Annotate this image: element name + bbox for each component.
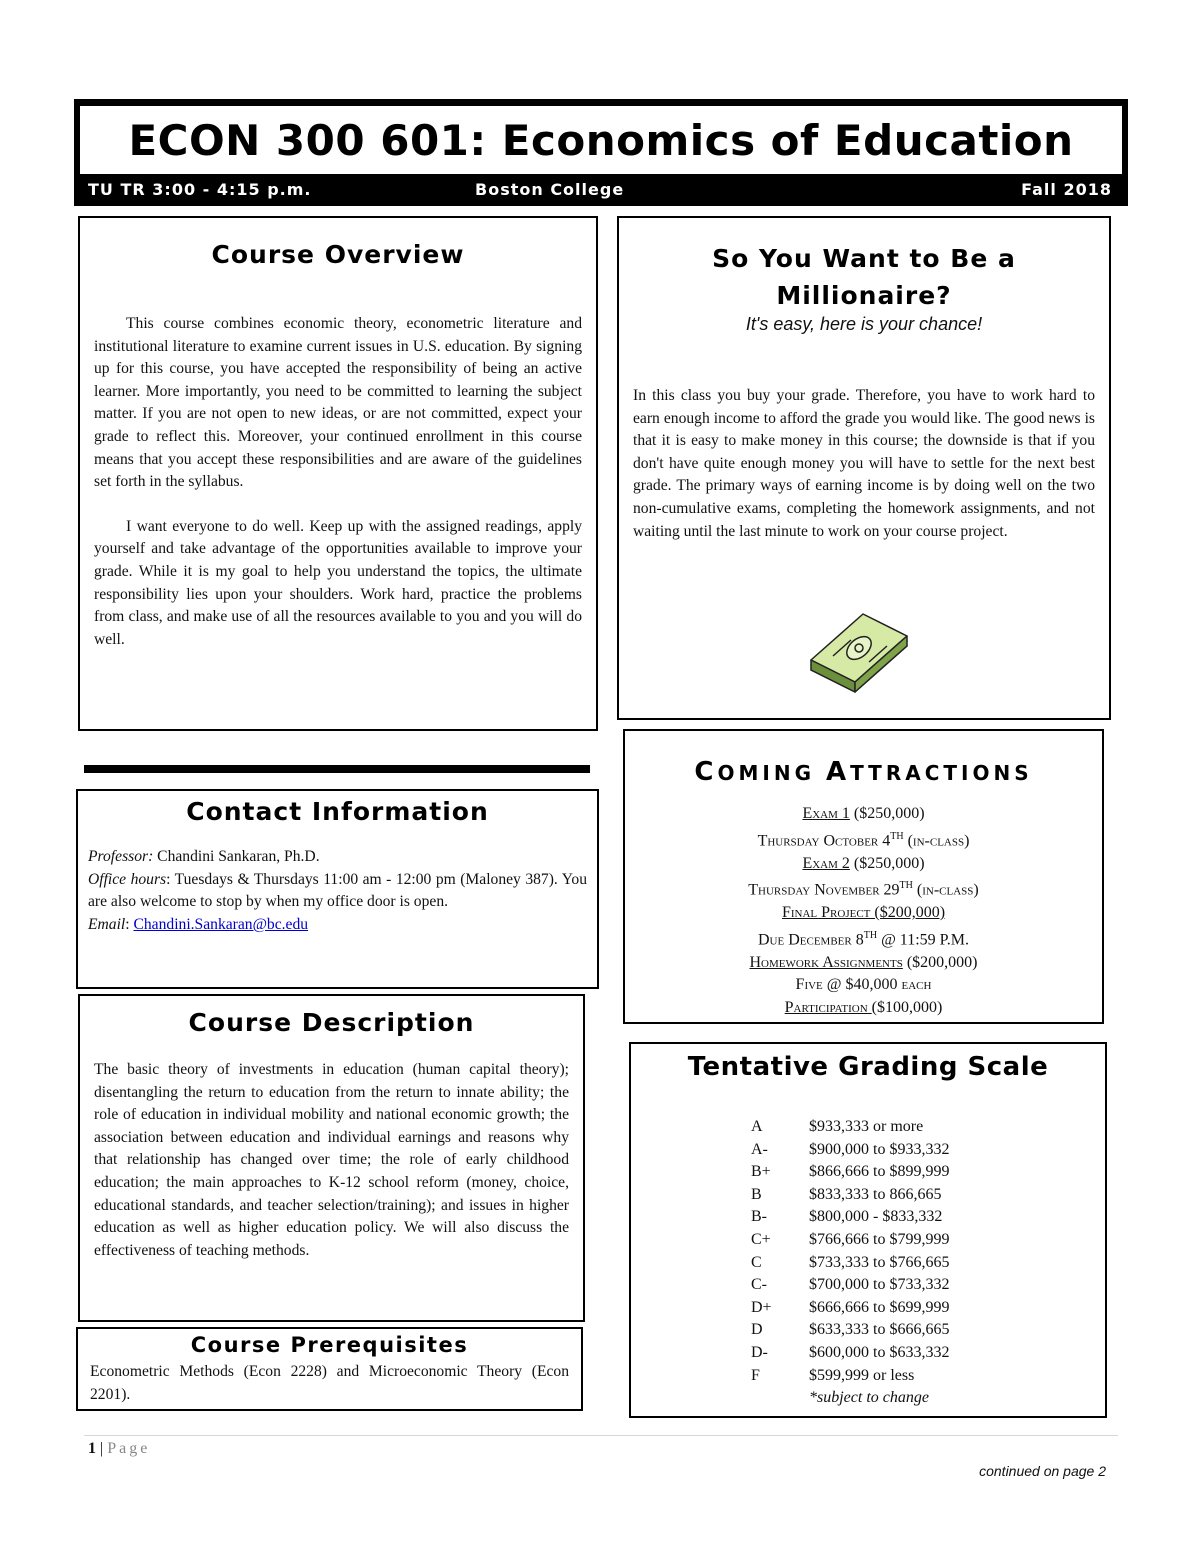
homework-line: Homework Assignments ($200,000) [749, 953, 978, 971]
footer-rule [84, 1435, 1118, 1436]
grading-note: *subject to change [809, 1389, 929, 1407]
section-divider [84, 765, 590, 773]
header-info-bar [80, 176, 1122, 202]
office-hours-label: Office hours [88, 870, 167, 888]
exam1-line: Exam 1 ($250,000) [802, 805, 925, 822]
grading-scale-heading: Tentative Grading Scale [687, 1052, 1049, 1082]
grade-row: C $733,333 to $766,665 [751, 1253, 950, 1271]
grade-row: C- $700,000 to $733,332 [751, 1276, 950, 1294]
exam2-date: Thursday November 29TH (in-class) [748, 880, 979, 899]
overview-paragraph-2: I want everyone to do well. Keep up with the assigned readings, apply yourself and take advantage of the opportunities available to improve your grade. While it is my goal to help you understand the topics, the ultimate responsibility lies upon your shoulders. Work hard, practice the problems from class, and make use of all the resources available to you and you will do well. [94, 517, 582, 648]
millionaire-box [617, 216, 1111, 720]
overview-paragraph-1: This course combines economic theory, econometric literature and institutional literature to examine current issues in U.S. education. By signing up for this course, you have accepted the responsibility of being an active learner. More importantly, you need to be committed to learning the subject matter. If you are not open to new ideas, or are not committed, expect your grade to reflect this. Moreover, your continued enrollment in this course means that you accept these responsibilities and are aware of the guidelines set forth in the syllabus. [94, 315, 582, 491]
grade-row: D- $600,000 to $633,332 [751, 1343, 950, 1361]
email-label: Email [88, 915, 126, 933]
course-description-box [78, 994, 585, 1322]
continued-note: continued on page 2 [979, 1463, 1106, 1479]
grading-scale-table [751, 1116, 949, 1410]
grade-row: F $599,999 or less [751, 1366, 915, 1384]
participation-line: Participation ($100,000) [784, 998, 943, 1016]
grade-row: D+ $666,666 to $699,999 [751, 1298, 950, 1316]
professor-name: Chandini Sankaran, Ph.D. [157, 848, 320, 865]
course-overview-box [78, 216, 598, 731]
school: Boston College [475, 180, 625, 199]
contact-information-box [76, 789, 599, 989]
email-link[interactable]: Chandini.Sankaran@bc.edu [133, 915, 309, 933]
schedule: TU TR 3:00 - 4:15 p.m. [88, 180, 312, 199]
exam2-line: Exam 2 ($250,000) [802, 854, 925, 872]
grade-row: A $933,333 or more [751, 1118, 924, 1135]
grade-row: D $633,333 to $666,665 [751, 1321, 950, 1339]
course-overview-heading: Course Overview [211, 240, 465, 269]
contact-heading: Contact Information [186, 797, 489, 826]
exam1-date: Thursday October 4TH (in-class) [757, 830, 970, 849]
course-description-heading: Course Description [188, 1008, 475, 1037]
final-project-due: Due December 8TH @ 11:59 P.M. [757, 929, 969, 948]
grading-scale-box [629, 1042, 1107, 1418]
coming-attractions-box [623, 729, 1104, 1024]
page-number: 1 | Page [88, 1440, 151, 1457]
contact-details [88, 846, 587, 936]
course-prerequisites-heading: Course Prerequisites [190, 1333, 469, 1357]
coming-attractions-heading: COMING ATTRACTIONS [694, 757, 1033, 787]
email-separator: : [125, 915, 134, 933]
grade-row: A- $900,000 to $933,332 [751, 1140, 950, 1158]
course-description-body: The basic theory of investments in education (human capital theory); disentangling the return to education from the return to innate ability; the role of education in individual mobility and national economic growth; the association between education and individual earnings and reasons why that relationship has changed over time; the role of early childhood education; the main approaches to K-12 school reform (money, choice, educational standards, and teacher selection/training); and issues in higher education as well as higher education policy. We will also discuss the effectiveness of teaching methods. [94, 1061, 569, 1259]
millionaire-subheading: It's easy, here is your chance! [745, 314, 983, 334]
grade-row: B $833,333 to 866,665 [751, 1185, 942, 1203]
office-hours-value: : Tuesdays & Thursdays 11:00 am - 12:00 pm (Maloney 387). You are also welcome to stop by when my office door is open. [88, 870, 587, 911]
professor-label: Professor: [88, 848, 154, 865]
grade-row: B+ $866,666 to $899,999 [751, 1163, 950, 1181]
money-stack-icon [803, 610, 913, 699]
grade-row: C+ $766,666 to $799,999 [751, 1230, 950, 1248]
course-prerequisites-body: Econometric Methods (Econ 2228) and Microeconomic Theory (Econ 2201). [90, 1363, 569, 1403]
page-title: ECON 300 601: Economics of Education [128, 116, 1074, 165]
course-prerequisites-box [76, 1327, 583, 1411]
grade-row: B- $800,000 - $833,332 [751, 1208, 943, 1226]
millionaire-body: In this class you buy your grade. Therefore, you have to work hard to earn enough income to afford the grade you would like. The good news is that it is easy to make money in this course; the downside is that if you don't have quite enough money you will have to settle for the next best grade. The primary ways of earning income is by doing well on the two non-cumulative exams, completing the homework assignments, and not waiting until the last minute to work on your course project. [633, 387, 1095, 540]
term: Fall 2018 [1021, 180, 1112, 199]
homework-detail: Five @ $40,000 each [795, 976, 932, 994]
millionaire-heading: So You Want to Be a Millionaire? [712, 244, 1016, 310]
attractions-list [625, 803, 1102, 1019]
final-project-line: Final Project ($200,000) [781, 904, 946, 922]
